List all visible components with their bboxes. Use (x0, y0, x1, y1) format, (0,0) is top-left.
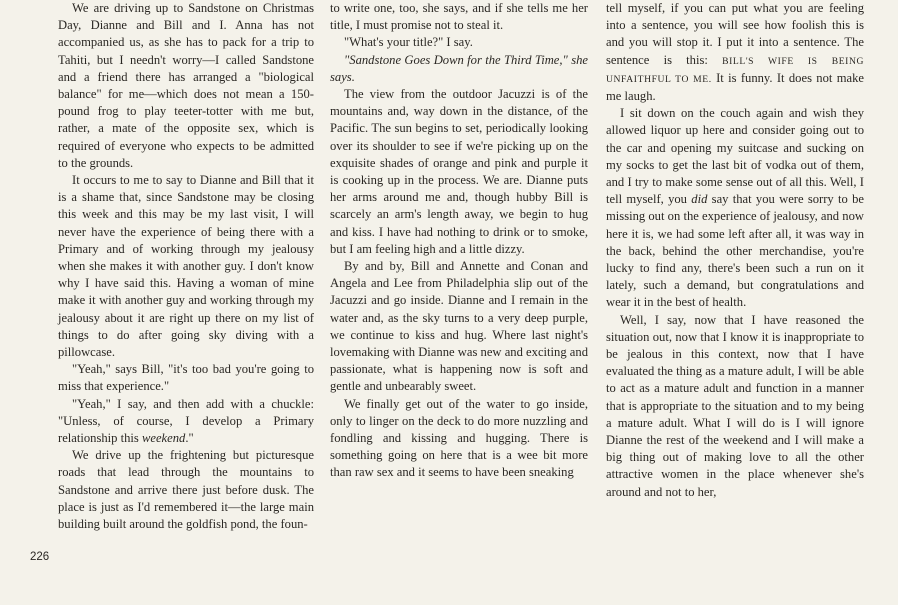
small-caps-text: BILL'S WIFE IS BEING UNFAITHFUL TO ME. (606, 55, 864, 85)
text-column-3 (606, 0, 864, 501)
paragraph (330, 52, 588, 86)
paragraph: It occurs to me to say to Dianne and Bill that it is a shame that, since Sandstone may be closing this week and this may be my last visit, I will never have the experience of being there with a Primary and of working through my jealousy when she makes it with another guy. I don't know why I have said this. Having a woman of mine make it with another guy and working through my jealousy about it are right up there on my list of things to do after going sky diving with a pillowcase. (58, 173, 314, 360)
paragraph: The view from the outdoor Jacuzzi is of the mountains and, way down in the distance, of the Pacific. The sun begins to set, periodically looking over its shoulder to see if we're picking up on the exquisite shades of orange and pink and purple it is cooking up in the process. We are. Dianne puts her arms around me and, though hubby Bill is scarcely an arm's length away, we begin to hug and kiss. I have had nothing to drink or to smoke, but I am feeling high and a little dizzy. (330, 87, 588, 256)
paragraph: "Yeah," says Bill, "it's too bad you're going to miss that experience." (58, 362, 314, 394)
text-run: tell myself, if you can put what you are feeling into a sentence, you will see how foolish this is and you will stop it. I put it into a sentence. The sentence is this: (606, 1, 864, 67)
paragraph: We finally get out of the water to go inside, only to linger on the deck to do more nuzzling and fondling and kissing and hugging. There is something going on here that is a wee bit more than raw sex and it seems to have been sneaking (330, 396, 588, 480)
emphasis-text: did (691, 192, 708, 207)
paragraph: We drive up the frightening but picturesque roads that lead through the mountains to Sandstone and arrive there just before dusk. The place is just as I'd remembered it—the large main building built around the goldfish pond, the foun- (58, 448, 314, 532)
text-run: I sit down on the couch again and wish they allowed liquor up here and consider going out to the car and opening my suitcase and sucking on my socks to get the last bit of vodka out of them, and I try to make some sense out of all this. Well, I tell myself, you (606, 106, 864, 207)
text-run: "Yeah," I say, and then add with a chuckle: "Unless, of course, I develop a Primary relationship this (58, 396, 314, 446)
paragraph: "What's your title?" I say. (344, 35, 473, 50)
paragraph (606, 105, 864, 311)
paragraph-continued (606, 0, 864, 105)
paragraph: We are driving up to Sandstone on Christmas Day, Dianne and Bill and I. Anna has not accompanied us, as she has to pack for a trip to Tahiti, but I needn't worry—I called Sandstone and a friend there has arranged a "biological balance" for me—which does not mean a 150-pound frog to play teeter-totter with me but, rather, a mate of the opposite sex, which is required of everyone who expects to be admitted to the grounds. (58, 1, 314, 170)
paragraph (58, 396, 314, 448)
text-run: It is funny. It does not make me laugh. (606, 70, 864, 104)
emphasis-text: "Sandstone Goes Down for the Third Time," she says. (330, 52, 588, 84)
text-column-2 (330, 0, 588, 482)
page-number: 226 (30, 551, 50, 563)
paragraph-continued: to write one, too, she says, and if she tells me her title, I must promise not to steal it. (330, 1, 588, 33)
text-run: say that you were sorry to be missing out on the experience of jealousy, and now here it is, we had some left after all, it was way in the back, behind the other merchandise, you're lucky to find any, there's been such a run on it lately, such a demand, but congratulations and wear it in the best of health. (606, 192, 864, 310)
text-column-1 (58, 0, 314, 533)
paragraph: Well, I say, now that I have reasoned the situation out, now that I know it is inappropriate to be jealous in this context, now that I have evaluated the thing as a mature adult, I will be able to act as a mature adult and function in a manner that is appropriate to the situation and to my being a mature adult. What I will do is I will ignore Dianne the rest of the weekend and I will make a big thing out of making love to all the other attractive women in the place whenever she's around and not to her, (606, 312, 864, 499)
paragraph: By and by, Bill and Annette and Conan and Angela and Lee from Philadelphia slip out of the Jacuzzi and go inside. Dianne and I remain in the water and, as the sky turns to a very deep purple, we continue to kiss and hug. Where last night's lovemaking with Dianne was new and exciting and passionate, what is happening now is soft and gentle and unbearably sweet. (330, 259, 588, 394)
emphasis-text: weekend (141, 431, 186, 446)
text-run: ." (185, 431, 194, 446)
